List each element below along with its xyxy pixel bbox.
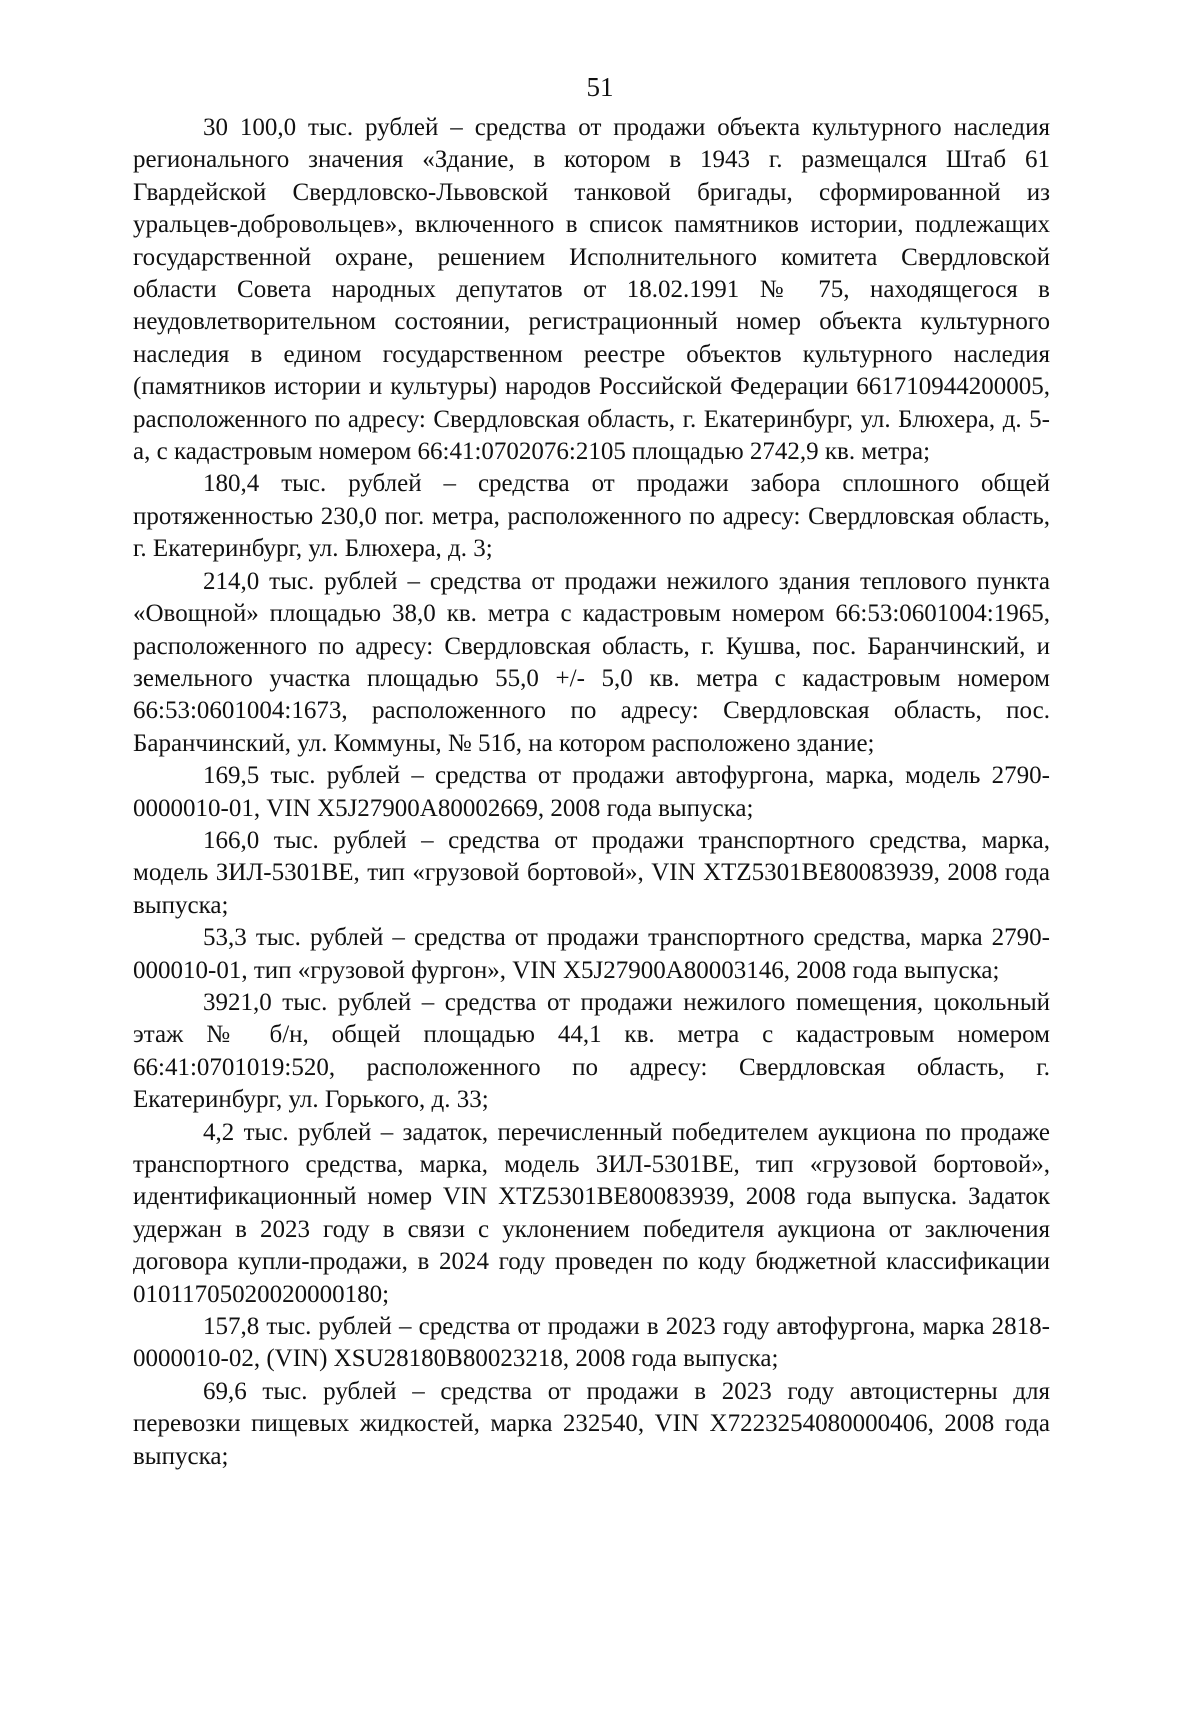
paragraph: 180,4 тыс. рублей – средства от продажи забора сплошного общей протяженностью 230,0 пог. метра, расположенного по адресу: Свердловская область, г. Екатеринбург, ул. Блюхера, д. 3; xyxy=(133,470,1050,563)
document-body xyxy=(133,112,1050,1473)
paragraph: 157,8 тыс. рублей – средства от продажи в 2023 году автофургона, марка 2818-0000010-02, (VIN) XSU28180B80023218, 2008 года выпуска; xyxy=(133,1313,1050,1373)
paragraph: 166,0 тыс. рублей – средства от продажи транспортного средства, марка, модель ЗИЛ-5301ВЕ, тип «грузовой бортовой», VIN XTZ5301BE80083939, 2008 года выпуска; xyxy=(133,826,1050,919)
paragraph: 169,5 тыс. рублей – средства от продажи автофургона, марка, модель 2790-0000010-01, VIN X5J27900A80002669, 2008 года выпуска; xyxy=(133,762,1050,822)
paragraph: 30 100,0 тыс. рублей – средства от продажи объекта культурного наследия регионального значения «Здание, в котором в 1943 г. размещался Штаб 61 Гвардейской Свердловско-Львовской танковой бригады, сформированной из уральцев-добровольцев», включенного в список памятников истории, подлежащих государственной охране, решением Исполнительного комитета Свердловской области Совета народных депутатов от 18.02.1991 № 75, находящегося в неудовлетворительном состоянии, регистрационный номер объекта культурного наследия в едином государственном реестре объектов культурного наследия (памятников истории и культуры) народов Российской Федерации 661710944200005, расположенного по адресу: Свердловская область, г. Екатеринбург, ул. Блюхера, д. 5-а, с кадастровым номером 66:41:0702076:2105 площадью 2742,9 кв. метра; xyxy=(133,114,1050,466)
paragraph: 4,2 тыс. рублей – задаток, перечисленный победителем аукциона по продаже транспортного средства, марка, модель ЗИЛ-5301ВЕ, тип «грузовой бортовой», идентификационный номер VIN XTZ5301BE80083939, 2008 года выпуска. Задаток удержан в 2023 году в связи с уклонением победителя аукциона от заключения договора купли-продажи, в 2024 году проведен по коду бюджетной классификации 01011705020020000180; xyxy=(133,1118,1050,1308)
paragraph: 3921,0 тыс. рублей – средства от продажи нежилого помещения, цокольный этаж № б/н, общей площадью 44,1 кв. метра с кадастровым номером 66:41:0701019:520, расположенного по адресу: Свердловская область, г. Екатеринбург, ул. Горького, д. 33; xyxy=(133,988,1050,1114)
paragraph: 69,6 тыс. рублей – средства от продажи в 2023 году автоцистерны для перевозки пищевых жидкостей, марка 232540, VIN X7223254080000406, 2008 года выпуска; xyxy=(133,1377,1050,1470)
paragraph: 53,3 тыс. рублей – средства от продажи транспортного средства, марка 2790-000010-01, тип «грузовой фургон», VIN X5J27900A80003146, 2008 года выпуска; xyxy=(133,924,1050,984)
paragraph: 214,0 тыс. рублей – средства от продажи нежилого здания теплового пункта «Овощной» площадью 38,0 кв. метра с кадастровым номером 66:53:0601004:1965, расположенного по адресу: Свердловская область, г. Кушва, пос. Баранчинский, и земельного участка площадью 55,0 +/- 5,0 кв. метра с кадастровым номером 66:53:0601004:1673, расположенного по адресу: Свердловская область, пос. Баранчинский, ул. Коммуны, № 51б, на котором расположено здание; xyxy=(133,567,1050,757)
page-number: 51 xyxy=(586,72,614,102)
